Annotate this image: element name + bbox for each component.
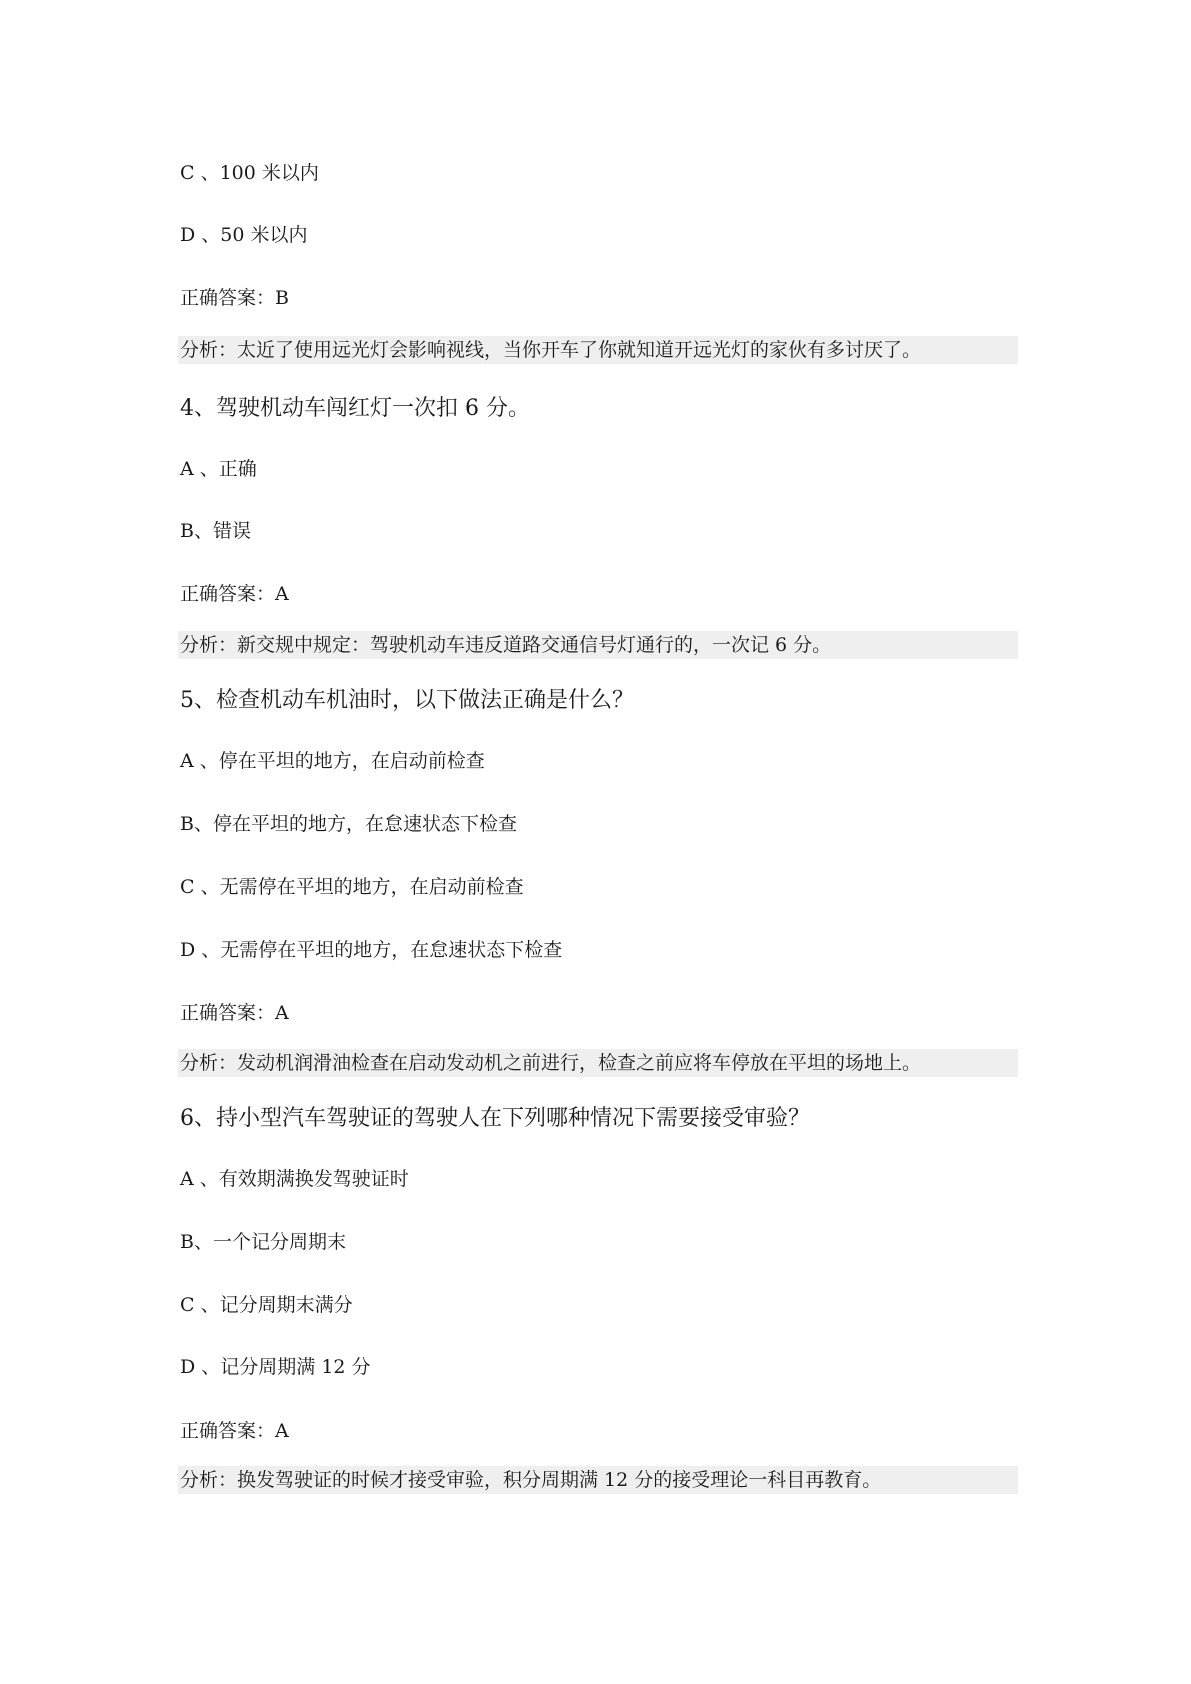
answer-text: 正确答案：A bbox=[180, 583, 289, 605]
question-title: 6、持小型汽车驾驶证的驾驶人在下列哪种情况下需要接受审验？ bbox=[180, 1106, 810, 1131]
option-c: C 、无需停在平坦的地方，在启动前检查 bbox=[180, 876, 524, 898]
option-c: C 、记分周期末满分 bbox=[180, 1294, 353, 1316]
question-title: 4、驾驶机动车闯红灯一次扣 6 分。 bbox=[180, 396, 530, 421]
answer-text: 正确答案：A bbox=[180, 1002, 289, 1024]
option-d: D 、记分周期满 12 分 bbox=[180, 1356, 371, 1378]
option-b: B、一个记分周期末 bbox=[180, 1231, 346, 1253]
question-title: 5、检查机动车机油时，以下做法正确是什么？ bbox=[180, 688, 634, 713]
analysis-box: 分析：新交规中规定：驾驶机动车违反道路交通信号灯通行的，一次记 6 分。 bbox=[178, 631, 1018, 659]
option-a: A 、正确 bbox=[180, 458, 257, 480]
option-d: D 、50 米以内 bbox=[180, 224, 308, 246]
analysis-box: 分析：太近了使用远光灯会影响视线，当你开车了你就知道开远光灯的家伙有多讨厌了。 bbox=[178, 336, 1018, 364]
option-b: B、停在平坦的地方，在怠速状态下检查 bbox=[180, 813, 517, 835]
option-a: A 、停在平坦的地方，在启动前检查 bbox=[180, 750, 485, 772]
option-d: D 、无需停在平坦的地方，在怠速状态下检查 bbox=[180, 939, 563, 961]
analysis-box: 分析：换发驾驶证的时候才接受审验，积分周期满 12 分的接受理论一科目再教育。 bbox=[178, 1466, 1018, 1494]
answer-text: 正确答案：B bbox=[180, 287, 289, 309]
option-b: B、错误 bbox=[180, 520, 251, 542]
option-a: A 、有效期满换发驾驶证时 bbox=[180, 1168, 409, 1190]
analysis-box: 分析：发动机润滑油检查在启动发动机之前进行，检查之前应将车停放在平坦的场地上。 bbox=[178, 1049, 1018, 1077]
option-c: C 、100 米以内 bbox=[180, 162, 319, 184]
answer-text: 正确答案：A bbox=[180, 1420, 289, 1442]
